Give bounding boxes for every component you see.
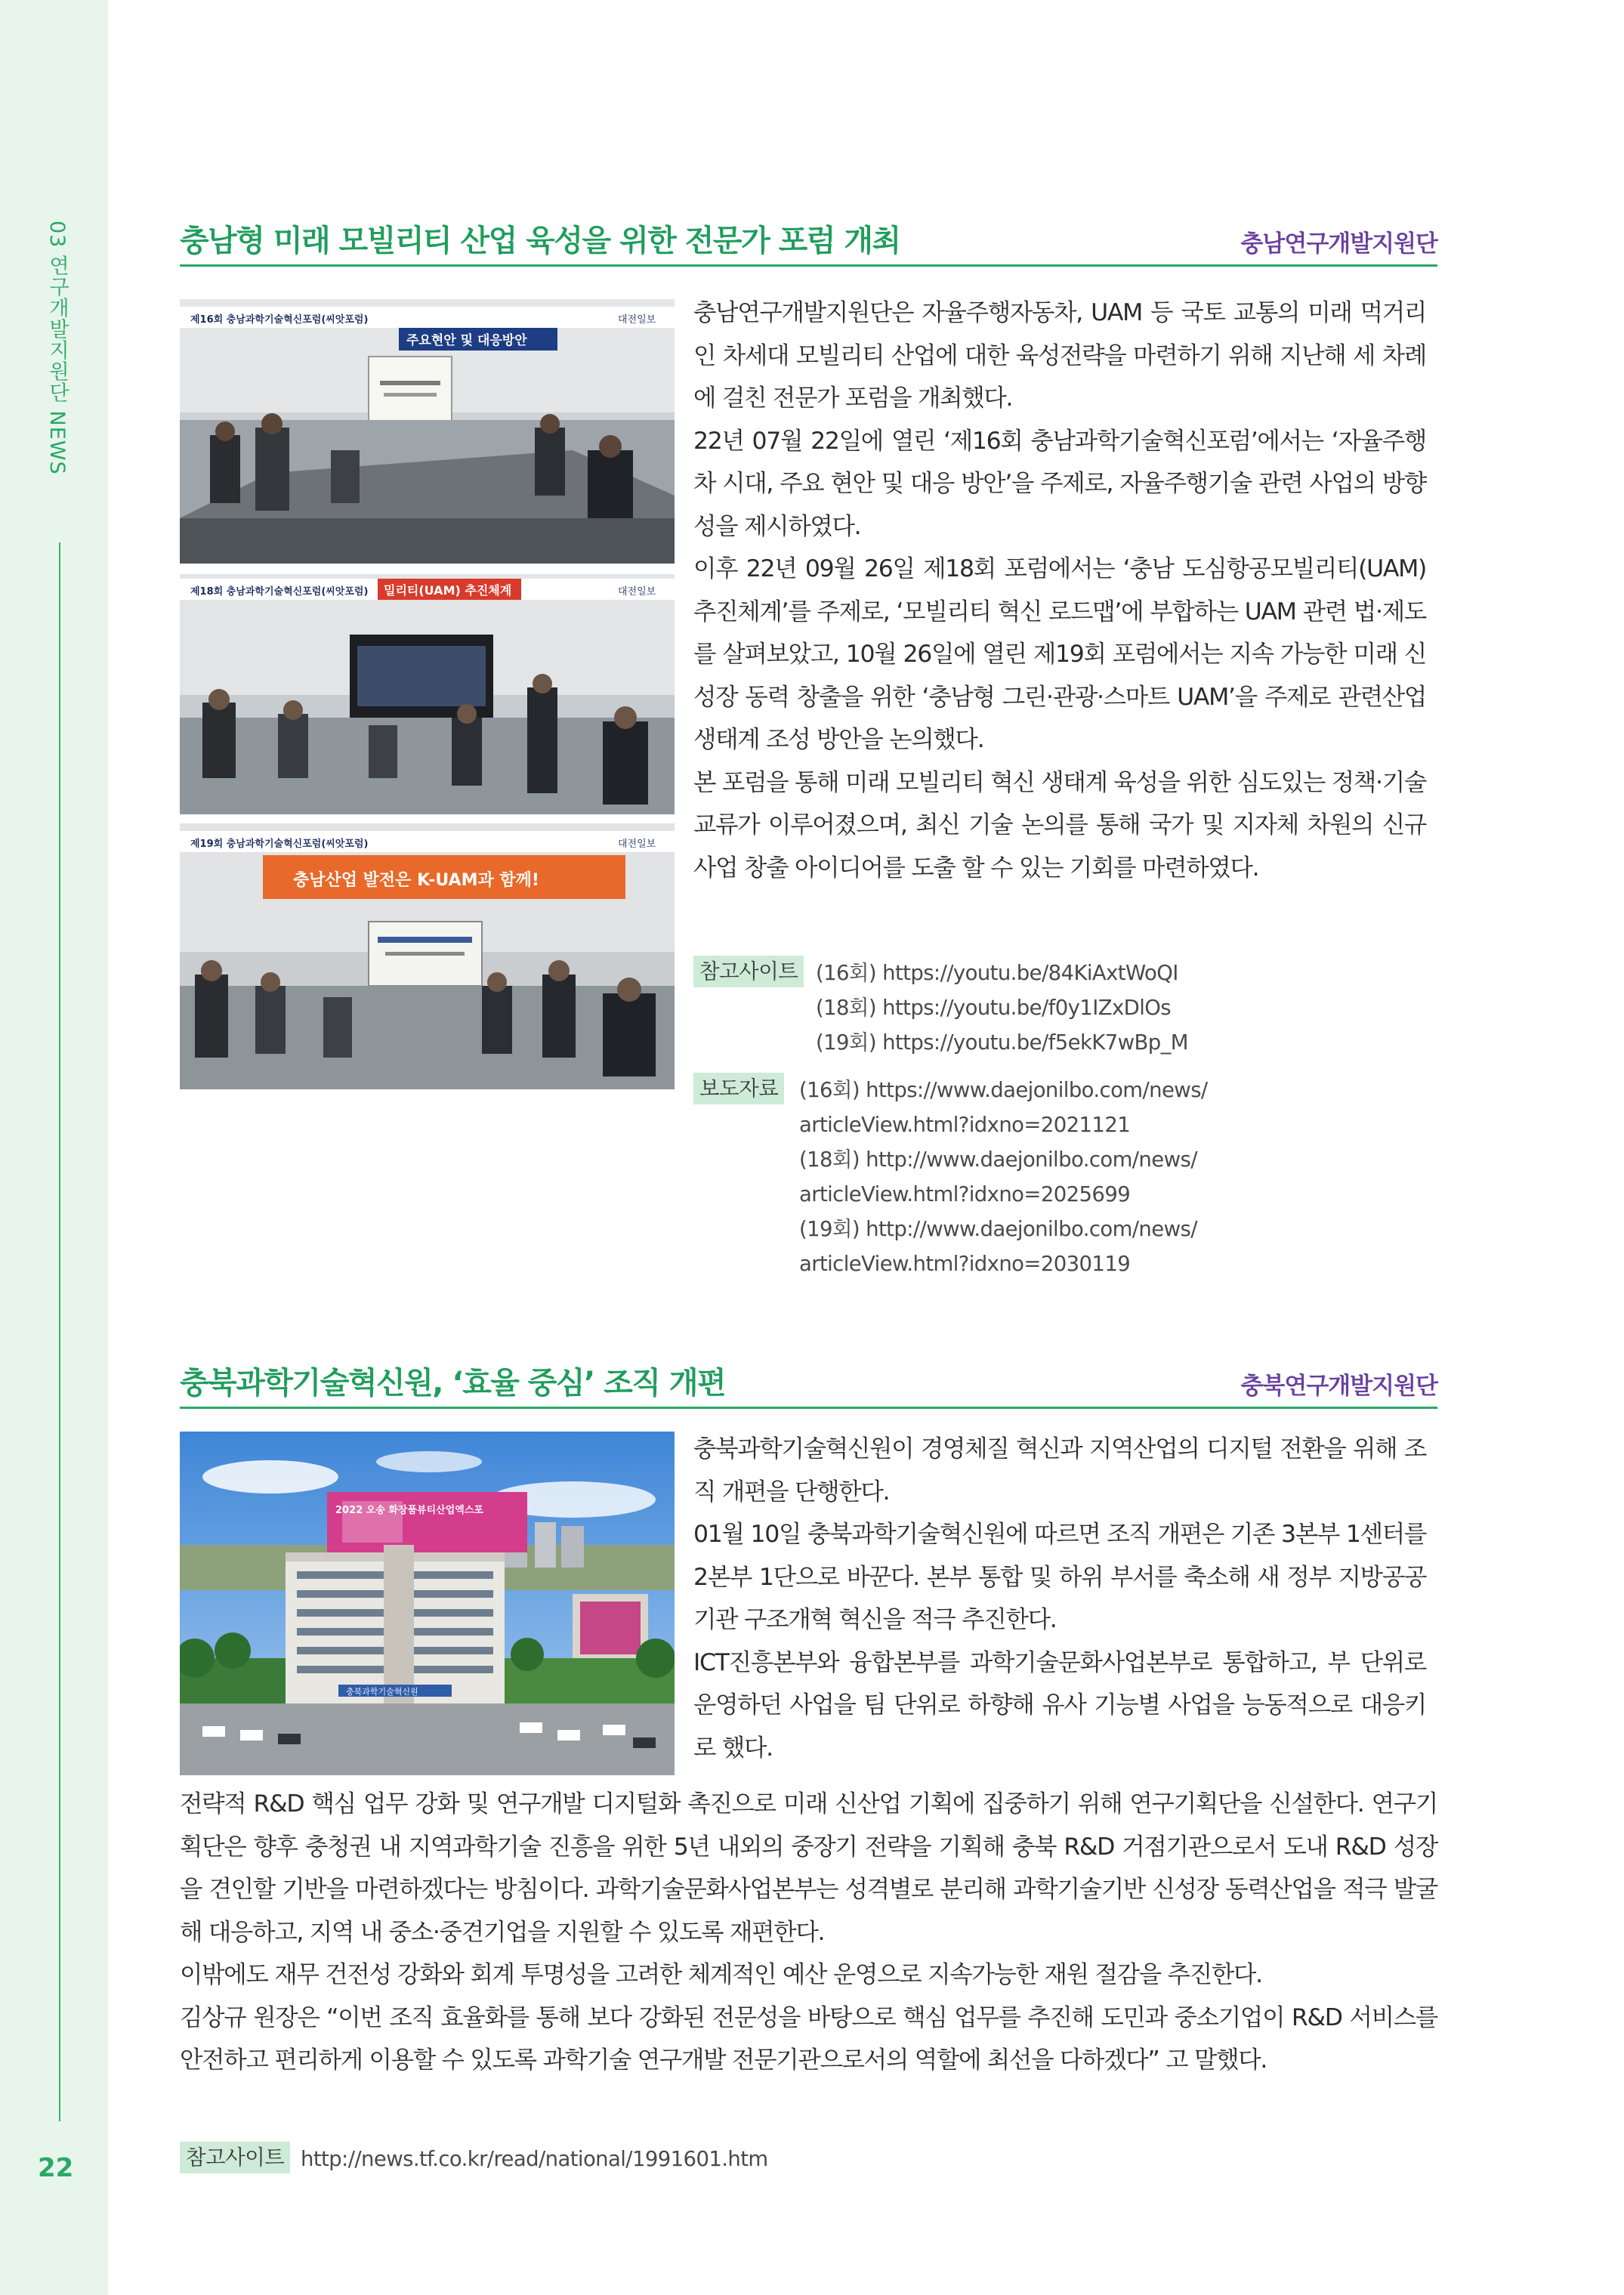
press-link[interactable]: articleView.html?idxno=2021121 [799, 1113, 1131, 1137]
article2-paragraph: ICT진흥본부와 융합본부를 과학기술문화사업본부로 통합하고, 부 단위로 운영하던 사업을 팀 단위로 하향해 유사 기능별 사업을 능동적으로 대응키로 했다. [693, 1648, 1426, 1762]
forum16-photo [180, 299, 675, 564]
forum18-logo: 대전일보 [618, 586, 656, 598]
ref-sites-tag: 참고사이트 [693, 956, 804, 987]
building-photo [180, 1432, 675, 1775]
article1-org: 충남연구개발지원단 [1240, 230, 1437, 258]
article1-header [180, 218, 1437, 267]
page-number: 22 [38, 2153, 74, 2183]
forum16-logo: 대전일보 [618, 314, 656, 326]
forum16-banner: 제16회 충남과학기술혁신포럼(씨앗포럼) [190, 314, 369, 326]
article1-paragraph: 22년 07월 22일에 열린 ‘제16회 충남과학기술혁신포럼’에서는 ‘자율주행차 시대, 주요 현안 및 대응 방안’을 주제로, 자율주행기술 관련 사업의 방향성을 제시하였다. [693, 427, 1426, 540]
article2-paragraph: 김상규 원장은 “이번 조직 효율화를 통해 보다 강화된 전문성을 바탕으로 핵심 업무를 추진해 도민과 중소기업이 R&D 서비스를 안전하고 편리하게 이용할 수 있도록 과학기술 연구개발 전문기관으로서의 역할에 최선을 다하겠다” 고 말했다. [180, 2003, 1437, 2074]
forum18-screen-title: 밀리티(UAM) 추진체계 [384, 583, 512, 598]
forum19-logo: 대전일보 [618, 839, 656, 850]
forum18-banner: 제18회 충남과학기술혁신포럼(씨앗포럼) [190, 586, 369, 598]
press-link[interactable]: (16회) https://www.daejonilbo.com/news/ [799, 1078, 1208, 1102]
ref-site-link[interactable]: http://news.tf.co.kr/read/national/1991601.htm [301, 2147, 768, 2171]
article1-paragraph: 이후 22년 09월 26일 제18회 포럼에서는 ‘충남 도심항공모빌리티(UAM) 추진체계’를 주제로, ‘모빌리티 혁신 로드맵’에 부합하는 UAM 관련 법·제도를 살펴보았고, 10월 26일에 열린 제19회 포럼에서는 지속 가능한 미래 신성장 동력 창출을 위한 ‘충남형 그린·관광·스마트 UAM’을 주제로 관련산업 생태계 조성 방안을 논의했다. [693, 555, 1426, 753]
forum16-screen-title: 주요현안 및 대응방안 [406, 333, 527, 348]
article2-paragraph: 01월 10일 충북과학기술혁신원에 따르면 조직 개편은 기존 3본부 1센터를 2본부 1단으로 바꾼다. 본부 통합 및 하위 부서를 축소해 새 정부 지방공공기관 구조개혁 혁신을 적극 추진한다. [693, 1521, 1426, 1633]
forum19-banner: 제19회 충남과학기술혁신포럼(씨앗포럼) [190, 839, 369, 850]
billboard-text: 2022 오송 화장품뷰티산업엑스포 [335, 1505, 483, 1516]
ref-site-link[interactable]: (19회) https://youtu.be/f5ekK7wBp_M [816, 1030, 1188, 1055]
press-link[interactable]: (19회) http://www.daejonilbo.com/news/ [799, 1217, 1197, 1241]
ref-site-link[interactable]: (16회) https://youtu.be/84KiAxtWoQI [816, 961, 1178, 985]
press-link[interactable]: articleView.html?idxno=2025699 [799, 1182, 1131, 1206]
article2-paragraph: 이밖에도 재무 건전성 강화와 회계 투명성을 고려한 체계적인 예산 운영으로 지속가능한 재원 절감을 추진한다. [180, 1961, 1262, 1988]
press-link[interactable]: articleView.html?idxno=2030119 [799, 1252, 1131, 1276]
press-tag: 보도자료 [693, 1073, 784, 1104]
article2-ref-site [180, 2142, 1237, 2179]
article1-press [693, 1073, 1434, 1292]
section-label: 03 연구개발지원단 NEWS [45, 221, 69, 475]
forum19-photo [180, 823, 675, 1089]
article1-title: 충남형 미래 모빌리티 산업 육성을 위한 전문가 포럼 개최 [180, 224, 900, 258]
ref-site-link[interactable]: (18회) https://youtu.be/f0y1IZxDlOs [816, 996, 1172, 1020]
building-sign: 충북과학기술혁신원 [346, 1687, 418, 1697]
ref-site-tag: 참고사이트 [180, 2142, 290, 2173]
article2-title: 충북과학기술혁신원, ‘효율 중심’ 조직 개편 [180, 1366, 726, 1401]
article1-paragraph: 본 포럼을 통해 미래 모빌리티 혁신 생태계 육성을 위한 심도있는 정책·기술 교류가 이루어졌으며, 최신 기술 논의를 통해 국가 및 지자체 차원의 신규 사업 창출 아이디어를 도출 할 수 있는 기회를 마련하였다. [693, 768, 1426, 882]
article2-side-body [693, 1428, 1426, 1769]
article2-full-body [180, 1783, 1437, 2082]
article1-body [693, 292, 1426, 889]
article1-paragraph: 충남연구개발지원단은 자율주행자동차, UAM 등 국토 교통의 미래 먹거리인 차세대 모빌리티 산업에 대한 육성전략을 마련하기 위해 지난해 세 차례에 걸친 전문가 포럼을 개최했다. [693, 299, 1426, 412]
article1-ref-sites [693, 956, 1434, 1069]
forum19-screen-title: 충남산업 발전은 K-UAM과 함께! [293, 871, 539, 890]
article2-header [180, 1360, 1437, 1409]
article2-paragraph: 전략적 R&D 핵심 업무 강화 및 연구개발 디지털화 촉진으로 미래 신산업 기획에 집중하기 위해 연구기획단을 신설한다. 연구기획단은 향후 충청권 내 지역과학기술 진흥을 위한 5년 내외의 중장기 전략을 기획해 충북 R&D 거점기관으로서 도내 R&D 성장을 견인할 기반을 마련하겠다는 방침이다. 과학기술문화사업본부는 성격별로 분리해 과학기술기반 신성장 동력산업을 적극 발굴해 대응하고, 지역 내 중소·중견기업을 지원할 수 있도록 재편한다. [180, 1790, 1437, 1946]
forum18-photo [180, 574, 675, 814]
press-link[interactable]: (18회) http://www.daejonilbo.com/news/ [799, 1148, 1197, 1172]
article2-org: 충북연구개발지원단 [1240, 1373, 1437, 1400]
article2-paragraph: 충북과학기술혁신원이 경영체질 혁신과 지역산업의 디지털 전환을 위해 조직 개편을 단행한다. [693, 1435, 1426, 1506]
sidebar-rule [59, 542, 60, 2121]
